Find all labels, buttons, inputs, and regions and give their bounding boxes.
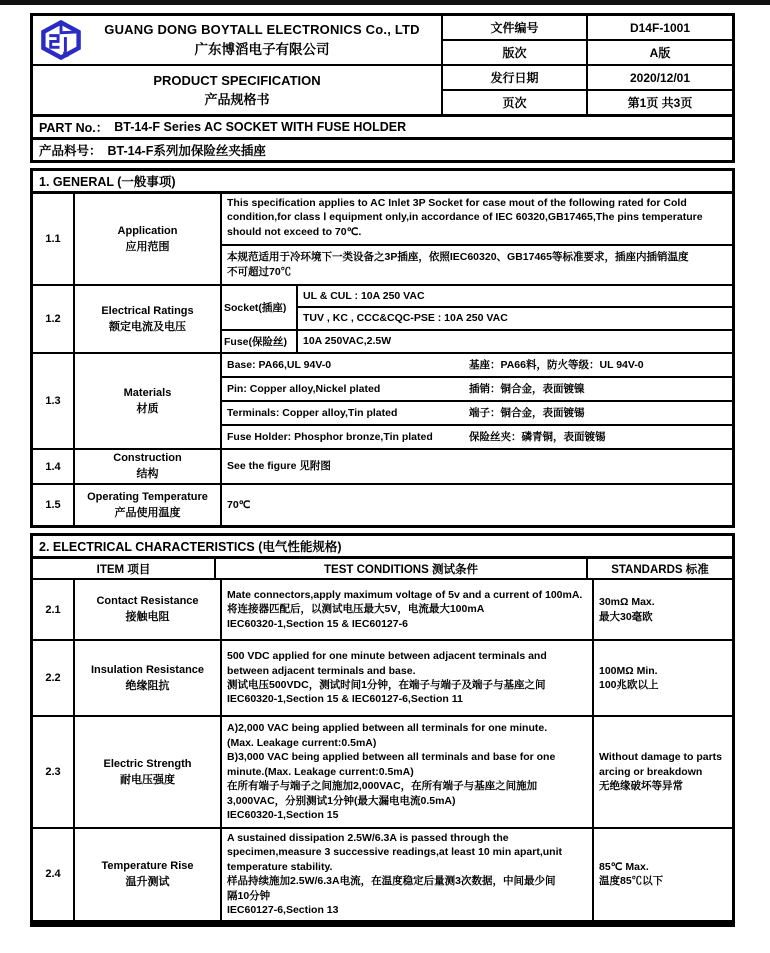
meta-value-revision: A版 — [649, 46, 671, 60]
company-name-en: GUANG DONG BOYTALL ELECTRONICS Co., LTD — [104, 22, 420, 37]
meta-row-page — [443, 91, 732, 114]
column-header-test-conditions: TEST CONDITIONS 测试条件 — [216, 559, 588, 578]
item-name-cn: 产品使用温度 — [114, 506, 181, 519]
row-construction — [33, 450, 732, 485]
item-name — [75, 829, 222, 920]
table-header-row — [33, 559, 732, 580]
row-operating-temperature — [33, 485, 732, 525]
item-number: 1.4 — [33, 450, 75, 483]
part-label-cn: 产品料号： — [39, 144, 102, 158]
item-name-cn: 绝缘阻抗 — [125, 679, 170, 692]
item-number: 2.1 — [33, 580, 75, 639]
document-header — [30, 13, 735, 117]
meta-value-issue-date: 2020/12/01 — [629, 70, 691, 85]
meta-value-page: 第1页 共3页 — [627, 96, 693, 110]
doc-title-block — [33, 66, 441, 114]
meta-row-doc-number — [443, 16, 732, 41]
item-name — [75, 194, 222, 284]
column-header-item: ITEM 项目 — [33, 559, 216, 578]
meta-row-issue-date — [443, 66, 732, 91]
material-cn: 基座：PA66料，防火等级：UL 94V-0 — [469, 358, 644, 371]
item-name — [75, 450, 222, 483]
part-number-row-cn — [30, 140, 735, 163]
row-application — [33, 194, 732, 286]
meta-value-doc-number: D14F-1001 — [629, 20, 691, 35]
test-conditions: Mate connectors,apply maximum voltage of 5v and a current of 100mA. 将连接器匹配后，以测试电压最大5V，电流最大100mA IEC60320-1,Section 15 & IEC60127-6 — [222, 580, 594, 639]
header-left — [33, 16, 443, 114]
material-base — [222, 354, 732, 378]
general-table — [30, 194, 735, 528]
item-number: 1.2 — [33, 286, 75, 352]
socket-label: Socket(插座) — [222, 286, 298, 329]
scan-edge-top — [0, 0, 770, 5]
socket-values — [298, 286, 732, 329]
application-content — [222, 194, 732, 284]
item-number: 2.2 — [33, 641, 75, 715]
standards: Without damage to parts arcing or breakdown 无绝缘破坏等异常 — [599, 751, 722, 793]
standards: 100MΩ Min. 100兆欧以上 — [599, 664, 659, 691]
section2-title: 2. ELECTRICAL CHARACTERISTICS (电气性能规格) — [30, 533, 735, 559]
item-name-cn: 耐电压强度 — [120, 773, 175, 786]
item-number: 2.3 — [33, 717, 75, 827]
meta-row-revision — [443, 41, 732, 66]
part-number-row-en — [30, 117, 735, 140]
row-insulation-resistance — [33, 641, 732, 717]
item-name-en: Materials — [123, 386, 172, 399]
doc-title-en: PRODUCT SPECIFICATION — [153, 72, 321, 88]
material-cn: 保险丝夹：磷青铜，表面镀锡 — [469, 430, 606, 443]
company-block — [33, 16, 441, 66]
fuse-label: Fuse(保险丝) — [222, 331, 298, 352]
item-name — [75, 580, 222, 639]
item-name — [75, 485, 222, 525]
section1-title: 1. GENERAL (一般事项) — [30, 168, 735, 194]
item-name-cn: 结构 — [136, 468, 159, 480]
fuse-rating-block — [222, 331, 732, 352]
row-contact-resistance — [33, 580, 732, 641]
item-number: 1.5 — [33, 485, 75, 525]
row-electrical-ratings — [33, 286, 732, 354]
item-name — [75, 286, 222, 352]
material-terminals — [222, 402, 732, 426]
meta-label: 发行日期 — [443, 66, 588, 89]
operating-temperature-content: 70℃ — [227, 498, 251, 511]
material-pin — [222, 378, 732, 402]
materials-content — [222, 354, 732, 448]
ratings-content — [222, 286, 732, 352]
part-value-en: BT-14-F Series AC SOCKET WITH FUSE HOLDER — [114, 120, 407, 134]
meta-label: 文件编号 — [443, 16, 588, 39]
doc-title-cn: 产品规格书 — [204, 91, 270, 107]
item-name-cn: 温升测试 — [125, 875, 170, 888]
electrical-characteristics-table — [30, 559, 735, 923]
socket-rating-ul: UL & CUL : 10A 250 VAC — [298, 286, 732, 308]
test-conditions: 500 VDC applied for one minute between adjacent terminals and between adjacent terminals and base. 测试电压500VDC，测试时间1分钟，在端子与端子及端子与基座之间 IEC60320-1,Section 15 & IEC60127-6,Section 11 — [222, 641, 594, 715]
column-header-standards: STANDARDS 标准 — [611, 563, 709, 576]
material-fuse-holder — [222, 426, 732, 448]
row-materials — [33, 354, 732, 450]
row-electric-strength — [33, 717, 732, 829]
standards: 85℃ Max. 温度85℃以下 — [599, 860, 664, 888]
meta-label: 版次 — [443, 41, 588, 64]
item-name-en: Electrical Ratings — [101, 304, 194, 317]
item-name-en: Insulation Resistance — [90, 663, 205, 676]
item-name-en: Construction — [113, 452, 182, 464]
material-en: Pin: Copper alloy,Nickel plated — [227, 382, 381, 395]
part-label-en: PART No.： — [39, 121, 109, 135]
material-en: Fuse Holder: Phosphor bronze,Tin plated — [227, 430, 433, 443]
item-name-cn: 额定电流及电压 — [109, 320, 186, 333]
company-names — [89, 22, 435, 58]
spec-document-page — [30, 13, 735, 927]
company-logo-icon — [39, 19, 83, 61]
item-name — [75, 354, 222, 448]
item-name-en: Temperature Rise — [101, 859, 194, 872]
item-name-cn: 应用范围 — [125, 240, 170, 253]
item-name-en: Contact Resistance — [96, 595, 199, 607]
item-name-en: Operating Temperature — [87, 490, 208, 503]
item-name — [75, 641, 222, 715]
row-temperature-rise — [33, 829, 732, 920]
item-name-en: Electric Strength — [103, 757, 192, 770]
company-name-cn: 广东博滔电子有限公司 — [194, 42, 330, 57]
construction-content: See the figure 见附图 — [227, 460, 331, 473]
material-en: Base: PA66,UL 94V-0 — [227, 358, 332, 371]
item-name — [75, 717, 222, 827]
item-name-cn: 接触电阻 — [125, 611, 170, 623]
test-conditions: A sustained dissipation 2.5W/6.3A is passed through the specimen,measure 3 successive readings,at least 10 min apart,unit temperature stability. 样品持续施加2.5W/6.3A电流，在温度稳定后量测3次数据，中间最少间 隔10分钟 IEC60127-6,Section 13 — [222, 829, 594, 920]
item-name-en: Application — [117, 224, 178, 237]
standards: 30mΩ Max. 最大30毫欧 — [599, 596, 655, 623]
fuse-rating: 10A 250VAC,2.5W — [303, 335, 392, 348]
scan-edge-bottom — [30, 922, 735, 927]
material-cn: 端子：铜合金，表面镀锡 — [469, 406, 585, 419]
item-number: 1.3 — [33, 354, 75, 448]
material-en: Terminals: Copper alloy,Tin plated — [227, 406, 398, 419]
socket-rating-block — [222, 286, 732, 331]
test-conditions: A)2,000 VAC being applied between all terminals for one minute. (Max. Leakage current:0.5mA) B)3,000 VAC being applied between all terminals and base for one minute.(Max. Leakage current:0.5mA) 在所有端子与端子之间施加2,000VAC，在所有端子与基座之间施加 3,000VAC，分别测试1分钟(最大漏电电流0.5mA) IEC60320-1,Section 15 — [222, 717, 594, 827]
material-cn: 插销：铜合金，表面镀镍 — [469, 382, 585, 395]
item-name-cn: 材质 — [136, 402, 159, 415]
application-text-cn: 本规范适用于冷环境下一类设备之3P插座，依照IEC60320、GB17465等标准要求，插座内插销温度 不可超过70℃ — [227, 251, 689, 278]
item-number: 1.1 — [33, 194, 75, 284]
part-value-cn: BT-14-F系列加保险丝夹插座 — [107, 144, 266, 158]
item-number: 2.4 — [33, 829, 75, 920]
doc-meta-table — [443, 16, 732, 114]
application-text-en: This specification applies to AC Inlet 3P Socket for case mout of the following rated for Cold condition,for class Ⅰ equipment only,in accordance of IEC 60320,GB17465,The pins temperature should not exceed to 70℃. — [222, 194, 732, 246]
meta-label: 页次 — [443, 91, 588, 114]
socket-rating-tuv: TUV , KC , CCC&CQC-PSE : 10A 250 VAC — [303, 312, 508, 325]
